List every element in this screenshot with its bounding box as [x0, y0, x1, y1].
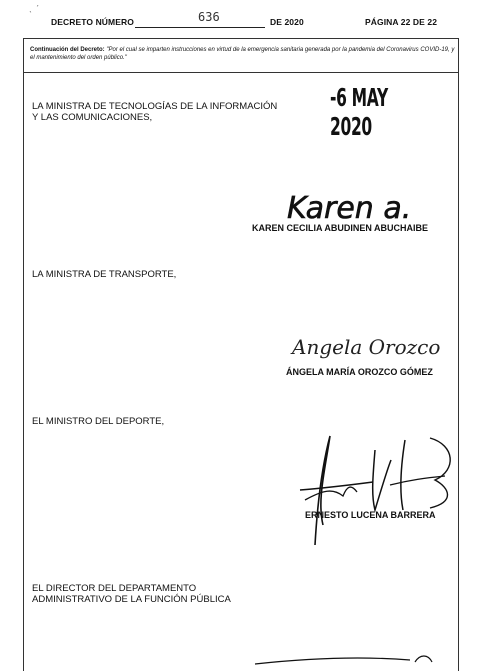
signature-ernesto	[295, 430, 465, 550]
continuation-note	[30, 46, 455, 62]
signature-karen-text: Karen a.	[287, 191, 412, 226]
signatory-title	[32, 583, 231, 605]
signature-angela-text: Angela Orozco	[292, 335, 441, 359]
date-stamp: -6 MAY 2020	[330, 83, 388, 141]
signatory-title-line: ADMINISTRATIVO DE LA FUNCIÓN PÚBLICA	[32, 594, 231, 605]
scan-mark: ˋ	[29, 10, 32, 20]
decree-label: DECRETO NÚMERO	[51, 17, 134, 27]
continuation-prefix: Continuación del Decreto:	[30, 47, 105, 53]
continuation-text: "Por el cual se imparten instrucciones en virtud de la emergencia sanitaria generada por la pandemia del Coronavirus COVID-19, y el mantenimiento del orden público."	[30, 47, 455, 61]
signature-angela	[290, 330, 441, 365]
signature-partial	[250, 650, 450, 668]
signatory-title-line: LA MINISTRA DE TECNOLOGÍAS DE LA INFORMACIÓN	[32, 101, 278, 112]
signatory-title-line: EL DIRECTOR DEL DEPARTAMENTO	[32, 583, 197, 594]
signature-karen	[283, 188, 433, 228]
signatory-title: EL MINISTRO DEL DEPORTE,	[32, 416, 165, 427]
frame-separator	[23, 72, 458, 73]
signatory-title: LA MINISTRA DE TRANSPORTE,	[32, 269, 177, 280]
signatory-name: KAREN CECILIA ABUDINEN ABUCHAIBE	[252, 223, 429, 233]
signatory-title-line: Y LAS COMUNICACIONES,	[32, 112, 153, 123]
signatory-name: ÁNGELA MARÍA OROZCO GÓMEZ	[286, 367, 433, 377]
signatory-title	[32, 101, 277, 123]
decree-number: 636	[198, 10, 220, 24]
signatory-name: ERNESTO LUCENA BARRERA	[305, 510, 436, 520]
decree-number-line	[135, 27, 265, 28]
scan-mark: ˊ	[36, 4, 39, 14]
decree-year: DE 2020	[270, 17, 304, 27]
page-number: PÁGINA 22 DE 22	[365, 17, 438, 27]
